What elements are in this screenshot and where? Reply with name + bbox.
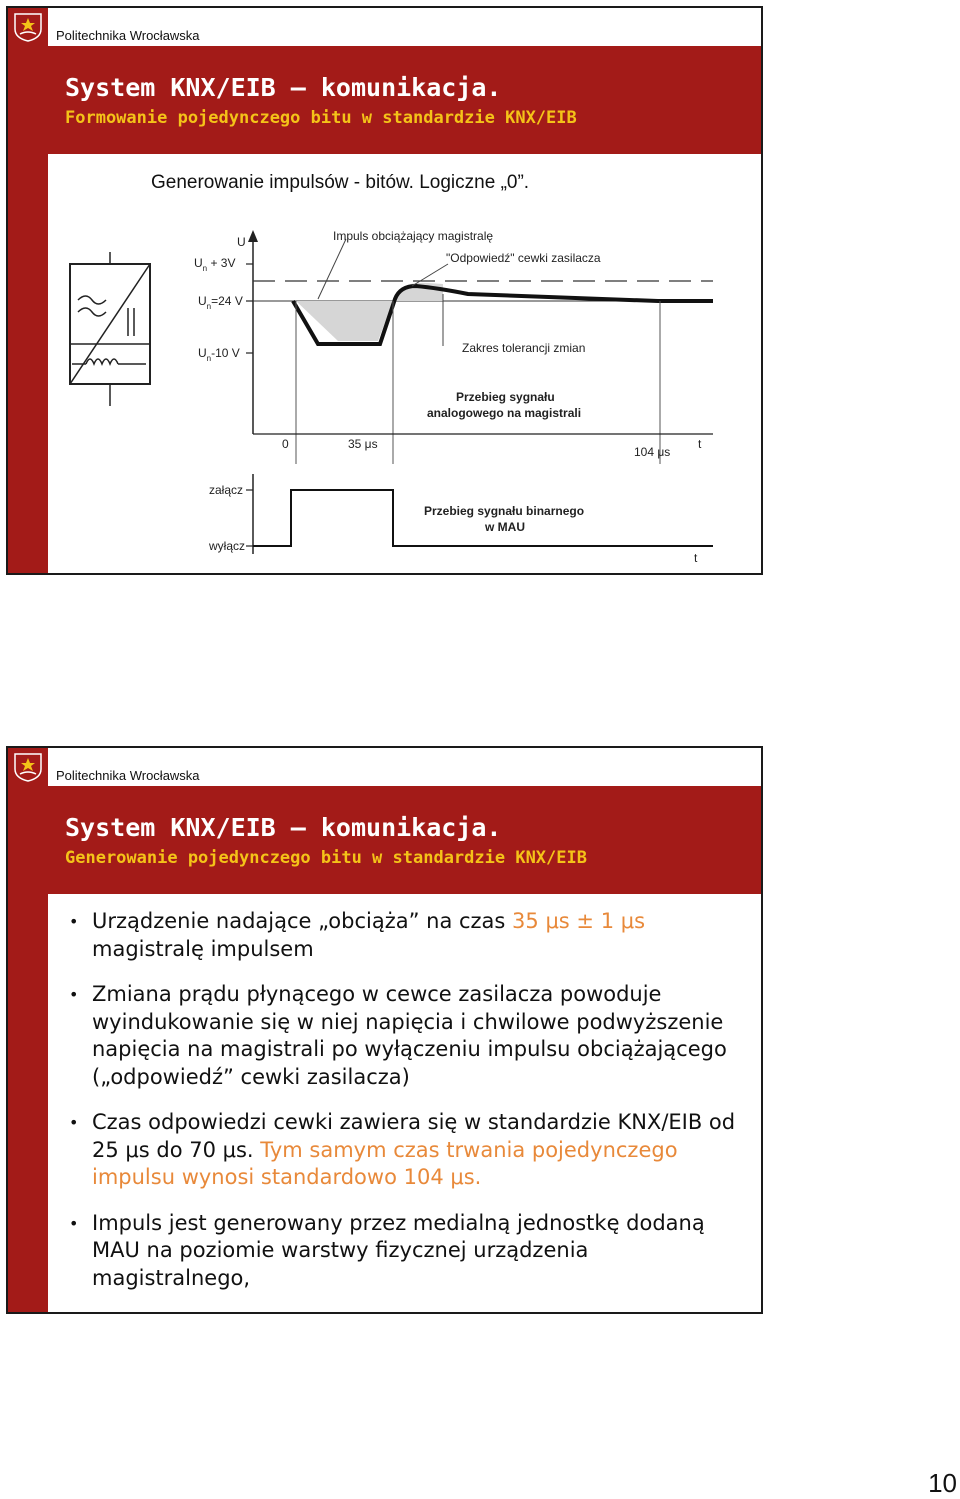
binary-label-line2: w MAU xyxy=(485,520,525,534)
page-number: 10 xyxy=(928,1468,957,1498)
bullet-item: • Urządzenie nadające „obciąża” na czas 35 μs ± 1 μs magistralę impulsem xyxy=(69,909,646,961)
slide-2 xyxy=(6,746,763,1314)
u-axis-arrow-icon xyxy=(248,230,258,242)
slide-left-strip xyxy=(8,748,48,1312)
slide-header xyxy=(48,8,761,47)
bullet-item: • Impuls jest generowany przez medialną jednostkę dodaną MAU na poziomie warstwy fizycznej urządzenia magistralnego, xyxy=(69,1210,705,1290)
slide-header xyxy=(48,748,761,787)
on-label: załącz xyxy=(209,483,244,497)
power-supply-icon xyxy=(70,252,150,406)
university-name: Politechnika Wrocławska xyxy=(56,28,200,43)
bullet-list xyxy=(64,908,744,1310)
tick-label-35: 35 μs xyxy=(348,437,378,451)
title-bar xyxy=(48,786,761,894)
impulse-label: Impuls obciążający magistralę xyxy=(333,229,494,243)
binary-label-line1: Przebieg sygnału binarnego xyxy=(424,504,585,518)
slide-left-strip xyxy=(8,8,48,573)
binary-signal-line xyxy=(253,490,713,546)
level-low-label: $U_n-10$ V xyxy=(198,346,240,363)
bullet-item: • Zmiana prądu płynącego w cewce zasilacza powoduje wyindukowanie się w niej napięcia i chwilowe podwyższenie napięcia na magistrali po wyłączeniu impulsu obciążającego („odpowiedź” cewki zasilacza) xyxy=(69,982,727,1089)
time-axis-label: t xyxy=(698,437,702,451)
impulse-callout-line xyxy=(318,239,346,299)
title-bar xyxy=(48,46,761,154)
bullet-dot-icon: • xyxy=(69,1213,79,1233)
analog-label-line2: analogowego na magistrali xyxy=(427,406,582,420)
university-logo-icon xyxy=(12,751,44,783)
bullet-item: • Czas odpowiedzi cewki zawiera się w standardzie KNX/EIB od 25 μs do 70 μs. Tym samym czas trwania pojedynczego impulsu wynosi standardowo 104 μs. xyxy=(69,1110,736,1189)
slide-subtitle: Formowanie pojedynczego bitu w standardzie KNX/EIB xyxy=(65,108,577,128)
tick-label-0: 0 xyxy=(282,437,289,451)
level-top-label: $U_n + 3V$ xyxy=(194,256,236,273)
u-axis-label: U xyxy=(237,235,246,249)
response-label: "Odpowiedź" cewki zasilacza xyxy=(446,251,601,265)
bullet-dot-icon: • xyxy=(69,912,79,931)
off-label: wyłącz xyxy=(209,539,246,553)
bullet-dot-icon: • xyxy=(69,985,79,1004)
tolerance-label: Zakres tolerancji zmian xyxy=(462,341,586,355)
slide-content xyxy=(48,894,761,1312)
analog-label-line1: Przebieg sygnału xyxy=(456,390,555,404)
level-mid-label: $U_n=24$ V xyxy=(198,294,243,311)
binary-time-label: t xyxy=(694,551,698,565)
diagram-heading: Generowanie impulsów - bitów. Logiczne „0”. xyxy=(151,172,530,193)
signal-diagram xyxy=(48,154,763,575)
university-logo-icon xyxy=(12,11,44,43)
slide-title: System KNX/EIB – komunikacja. xyxy=(65,73,502,102)
slide-1 xyxy=(6,6,763,575)
university-name: Politechnika Wrocławska xyxy=(56,768,200,783)
slide-subtitle: Generowanie pojedynczego bitu w standardzie KNX/EIB xyxy=(65,848,587,868)
response-callout-line xyxy=(412,264,448,286)
bullet-dot-icon: • xyxy=(69,1113,79,1132)
slide-title: System KNX/EIB – komunikacja. xyxy=(65,813,502,842)
tick-label-104: 104 μs xyxy=(634,445,671,459)
slide-content xyxy=(48,154,761,573)
